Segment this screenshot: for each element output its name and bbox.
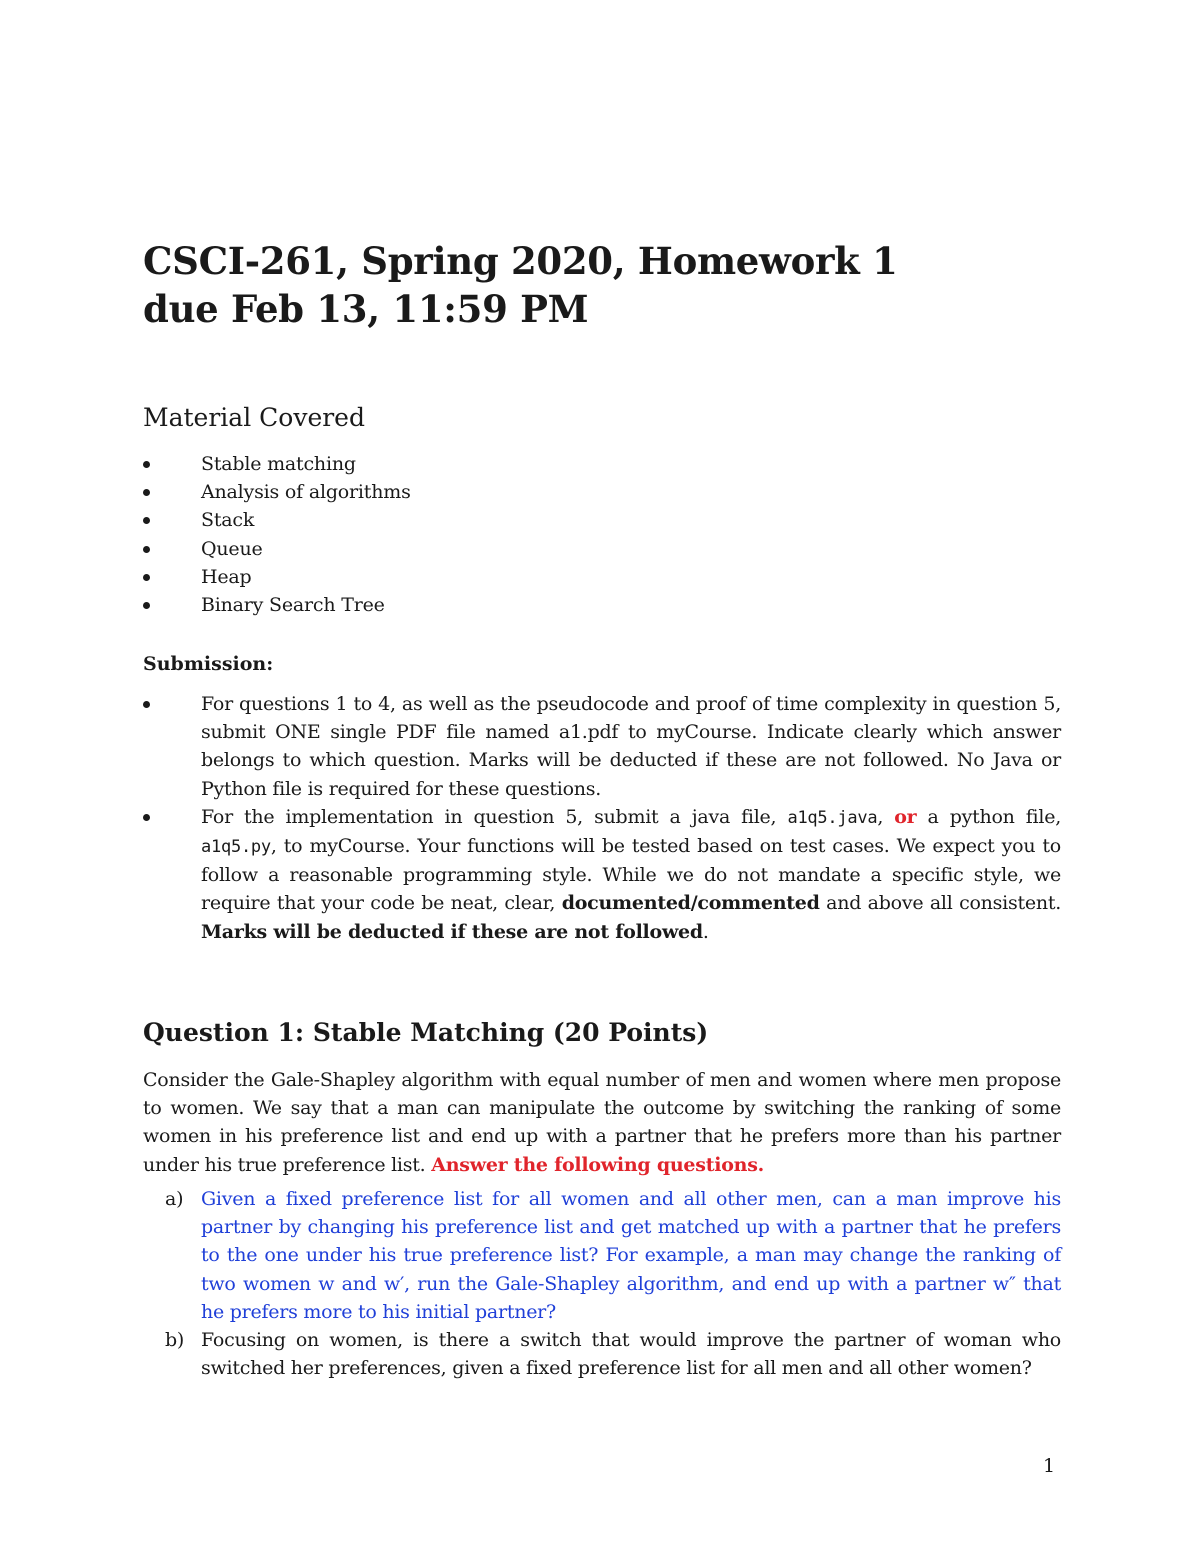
java-filename: a1q5.java <box>787 807 878 828</box>
question1-parts <box>143 1185 1061 1382</box>
material-list <box>143 450 411 619</box>
question1-part-b: b) Focusing on women, is there a switch that would improve the partner of woman who switched her preferences, given a fixed preference list for all men and all other women? <box>143 1326 1061 1382</box>
or-emphasis: or <box>894 805 917 828</box>
bullet-icon <box>143 814 150 821</box>
list-item: Analysis of algorithms <box>143 478 411 506</box>
due-date: due Feb 13, 11:59 PM <box>143 287 589 331</box>
bullet-icon <box>143 517 150 524</box>
question1-part-a: a) Given a fixed preference list for all women and all other men, can a man improve his partner by changing his preference list and get matched up with a partner that he prefers to the one under his true preference list? For example, a man may change the ranking of two women w and w′, run the Gale-Shapley algorithm, and end up with a partner w″ that he prefers more to his initial partner? <box>143 1185 1061 1326</box>
marks-warning: Marks will be deducted if these are not followed <box>201 920 703 943</box>
bullet-icon <box>143 701 150 708</box>
answer-emphasis: Answer the following questions. <box>431 1153 765 1176</box>
document-title: CSCI-261, Spring 2020, Homework 1 <box>143 239 898 283</box>
part-label: b) <box>165 1329 185 1352</box>
submission-list <box>143 690 1061 946</box>
documented-emphasis: documented/commented <box>561 892 820 915</box>
bullet-icon <box>143 489 150 496</box>
list-item: Stable matching <box>143 450 411 478</box>
bullet-icon <box>143 602 150 609</box>
question1-title: Question 1: Stable Matching (20 Points) <box>143 1018 709 1047</box>
question1-intro: Consider the Gale-Shapley algorithm with equal number of men and women where men propose to women. We say that a man can manipulate the outcome by switching the ranking of some women in his preference list and end up with a partner that he prefers more than his partner under his true preference list. Answer the following questions. <box>143 1069 1061 1176</box>
list-item: Binary Search Tree <box>143 591 411 619</box>
list-item: Heap <box>143 563 411 591</box>
python-filename: a1q5.py <box>201 837 271 858</box>
list-item: Stack <box>143 506 411 534</box>
bullet-icon <box>143 461 150 468</box>
page-number: 1 <box>1043 1455 1056 1477</box>
part-label: a) <box>165 1188 184 1210</box>
list-item: Queue <box>143 535 411 563</box>
bullet-icon <box>143 546 150 553</box>
submission-item-code: For the implementation in question 5, submit a java file, a1q5.java, or a python file, a1q5.py, to myCourse. Your functions will be tested based on test cases. We expect you to follow a reasonable programming style. While we do not mandate a specific style, we require that your code be neat, clear, documented/commented and above all consistent. Marks will be deducted if these are not followed. <box>143 803 1061 946</box>
material-covered-heading: Material Covered <box>143 403 365 432</box>
submission-heading: Submission: <box>143 653 274 675</box>
submission-item-pdf: For questions 1 to 4, as well as the pseudocode and proof of time complexity in question 5, submit ONE single PDF file named a1.pdf to myCourse. Indicate clearly which answer belongs to which question. Marks will be deducted if these are not followed. No Java or Python file is required for these questions. <box>143 690 1061 803</box>
bullet-icon <box>143 574 150 581</box>
